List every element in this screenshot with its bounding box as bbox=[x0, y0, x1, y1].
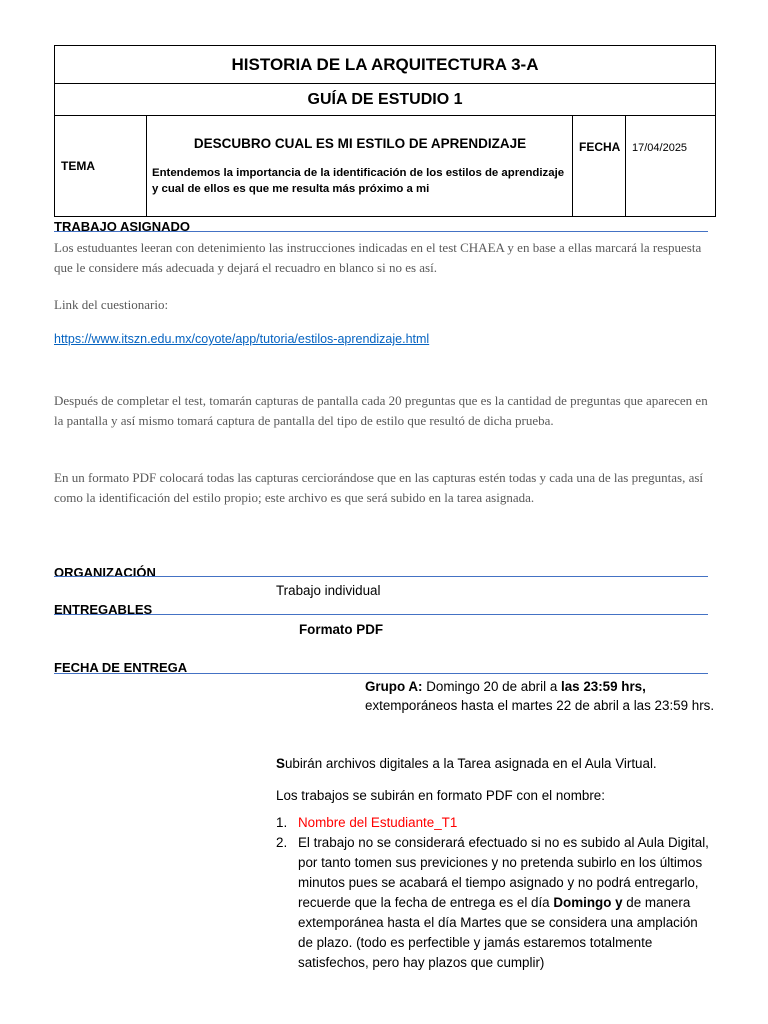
subiran-text bbox=[276, 754, 657, 774]
trabajo-para-2: Después de completar el test, tomarán capturas de pantalla cada 20 preguntas que es la cantidad de preguntas que aparecen en la pantalla y así mismo tomará captura de pantalla del tipo de estilo que resultó de dicha prueba. bbox=[54, 393, 708, 428]
tema-label: TEMA bbox=[55, 116, 147, 217]
grupo-a-text: Domingo 20 de abril a bbox=[422, 679, 561, 694]
grupo-a-time: las 23:59 hrs, bbox=[560, 679, 646, 694]
grupo-a-extemporaneo: extemporáneos hasta el martes 22 de abril a las 23:59 hrs. bbox=[365, 698, 715, 713]
list-item bbox=[276, 813, 716, 833]
trabajo-heading: TRABAJO ASIGNADO bbox=[54, 219, 191, 234]
instructions-list bbox=[276, 813, 716, 973]
entregables-rule bbox=[54, 614, 708, 615]
fecha-label: FECHA bbox=[573, 116, 626, 217]
guide-title: GUÍA DE ESTUDIO 1 bbox=[55, 84, 716, 116]
theme-description: Entendemos la importancia de la identificación de los estilos de aprendizaje y cual de ellos es que me resulta más próximo a mi bbox=[152, 166, 565, 195]
organizacion-heading: ORGANIZACIÓN bbox=[54, 565, 156, 580]
grupo-a-label: Grupo A: bbox=[365, 679, 423, 694]
trabajo-rule bbox=[54, 231, 708, 232]
fecha-entrega-heading: FECHA DE ENTREGA bbox=[54, 660, 188, 675]
trabajo-para-1: Los estuduantes leeran con detenimiento las instrucciones indicadas en el test CHAEA y en base a ellas marcará la respuesta que le considere más adecuada y dejará el recuadro en blanco si no es así. bbox=[54, 240, 702, 275]
formato-text: Los trabajos se subirán en formato PDF con el nombre: bbox=[276, 788, 605, 803]
list-number: 1. bbox=[276, 815, 288, 830]
entregables-heading: ENTREGABLES bbox=[54, 602, 153, 617]
organizacion-value: Trabajo individual bbox=[276, 583, 381, 598]
student-name-format: Nombre del Estudiante_T1 bbox=[298, 815, 458, 830]
list-number: 2. bbox=[276, 835, 288, 850]
theme-cell bbox=[147, 116, 573, 217]
header-table bbox=[54, 45, 716, 217]
subiran-initial: S bbox=[276, 756, 285, 771]
item2-bold: Domingo y bbox=[553, 895, 623, 910]
grupo-a-line bbox=[365, 677, 646, 697]
subiran-rest: ubirán archivos digitales a la Tarea asignada en el Aula Virtual. bbox=[284, 756, 657, 771]
organizacion-rule bbox=[54, 576, 708, 577]
fecha-value: 17/04/2025 bbox=[626, 116, 716, 217]
theme-title: DESCUBRO CUAL ES MI ESTILO DE APRENDIZAJE bbox=[193, 135, 527, 151]
fecha-entrega-rule bbox=[54, 673, 708, 674]
questionnaire-link[interactable]: https://www.itszn.edu.mx/coyote/app/tutoria/estilos-aprendizaje.html bbox=[54, 332, 430, 346]
trabajo-para-3: En un formato PDF colocará todas las capturas cerciorándose que en las capturas estén todas y cada una de las preguntas, así como la identificación del estilo propio; este archivo es que será subido en la tarea asignada. bbox=[54, 470, 704, 505]
item2-text-a: El trabajo no se considerará efectuado si no es subido al Aula Digital, por tanto tomen sus previciones y no pretenda subirlo en los últimos minutos pues se acabará el tiempo asignado y no podrá entregarlo, recuerde que la fecha de entrega es el día bbox=[298, 835, 709, 910]
course-title: HISTORIA DE LA ARQUITECTURA 3-A bbox=[55, 46, 716, 84]
list-item bbox=[276, 833, 716, 973]
link-label: Link del cuestionario: bbox=[54, 297, 169, 312]
entregables-value: Formato PDF bbox=[299, 622, 384, 637]
item2-text-b: de manera extemporánea hasta el día Martes que se considera una amplación de plazo. (todo es perfectible y jamás estaremos totalmente satisfechos, pero hay plazos que cumplir) bbox=[298, 895, 698, 970]
